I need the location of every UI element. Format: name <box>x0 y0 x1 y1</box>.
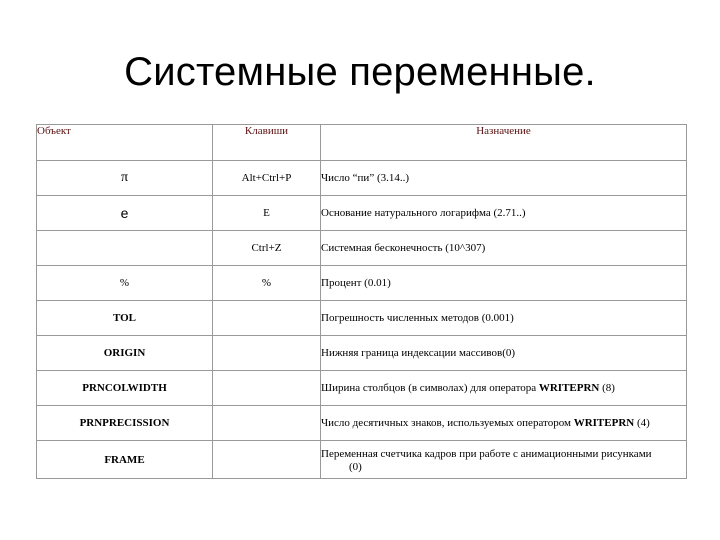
table-row <box>37 161 687 196</box>
operator-name: WRITEPRN <box>573 417 635 429</box>
cell-keys <box>213 371 321 406</box>
cell-desc: Число “пи” (3.14..) <box>321 161 687 196</box>
desc-text: Число десятичных знаков, используемых оператором <box>321 417 574 429</box>
page-title: Системные переменные. <box>124 50 596 94</box>
cell-desc <box>321 406 687 441</box>
cell-desc: Погрешность численных методов (0.001) <box>321 301 687 336</box>
cell-keys: Ctrl+Z <box>213 231 321 266</box>
cell-object: % <box>37 266 213 301</box>
desc-default: (0) <box>349 461 362 473</box>
cell-keys: Alt+Ctrl+P <box>213 161 321 196</box>
desc-text: Переменная счетчика кадров при работе с анимационными рисунками <box>321 448 652 460</box>
cell-object: PRNCOLWIDTH <box>37 371 213 406</box>
cell-object <box>37 231 213 266</box>
desc-text: Ширина столбцов (в символах) для оператора <box>321 382 539 394</box>
cell-keys <box>213 441 321 479</box>
desc-default: (8) <box>599 382 615 394</box>
cell-keys <box>213 406 321 441</box>
cell-object: ORIGIN <box>37 336 213 371</box>
table-row <box>37 196 687 231</box>
cell-object: π <box>37 161 213 196</box>
cell-desc <box>321 371 687 406</box>
cell-object: e <box>37 196 213 231</box>
desc-default: (4) <box>634 417 650 429</box>
system-variables-table <box>36 124 687 479</box>
cell-keys <box>213 336 321 371</box>
cell-keys: E <box>213 196 321 231</box>
table-row <box>37 231 687 266</box>
cell-desc: Основание натурального логарифма (2.71..) <box>321 196 687 231</box>
operator-name: WRITEPRN <box>538 382 600 394</box>
cell-object: TOL <box>37 301 213 336</box>
table-header-row <box>37 125 687 161</box>
table-row <box>37 336 687 371</box>
cell-desc <box>321 441 687 479</box>
table-row <box>37 301 687 336</box>
header-keys: Клавиши <box>213 125 321 161</box>
header-object: Объект <box>37 125 213 161</box>
cell-keys: % <box>213 266 321 301</box>
table-row <box>37 371 687 406</box>
table-row <box>37 406 687 441</box>
cell-object: FRAME <box>37 441 213 479</box>
cell-desc: Системная бесконечность (10^307) <box>321 231 687 266</box>
cell-object: PRNPRECISSION <box>37 406 213 441</box>
cell-keys <box>213 301 321 336</box>
table-row <box>37 266 687 301</box>
table-row <box>37 441 687 479</box>
cell-desc: Процент (0.01) <box>321 266 687 301</box>
header-purpose: Назначение <box>321 125 687 161</box>
cell-desc: Нижняя граница индексации массивов(0) <box>321 336 687 371</box>
